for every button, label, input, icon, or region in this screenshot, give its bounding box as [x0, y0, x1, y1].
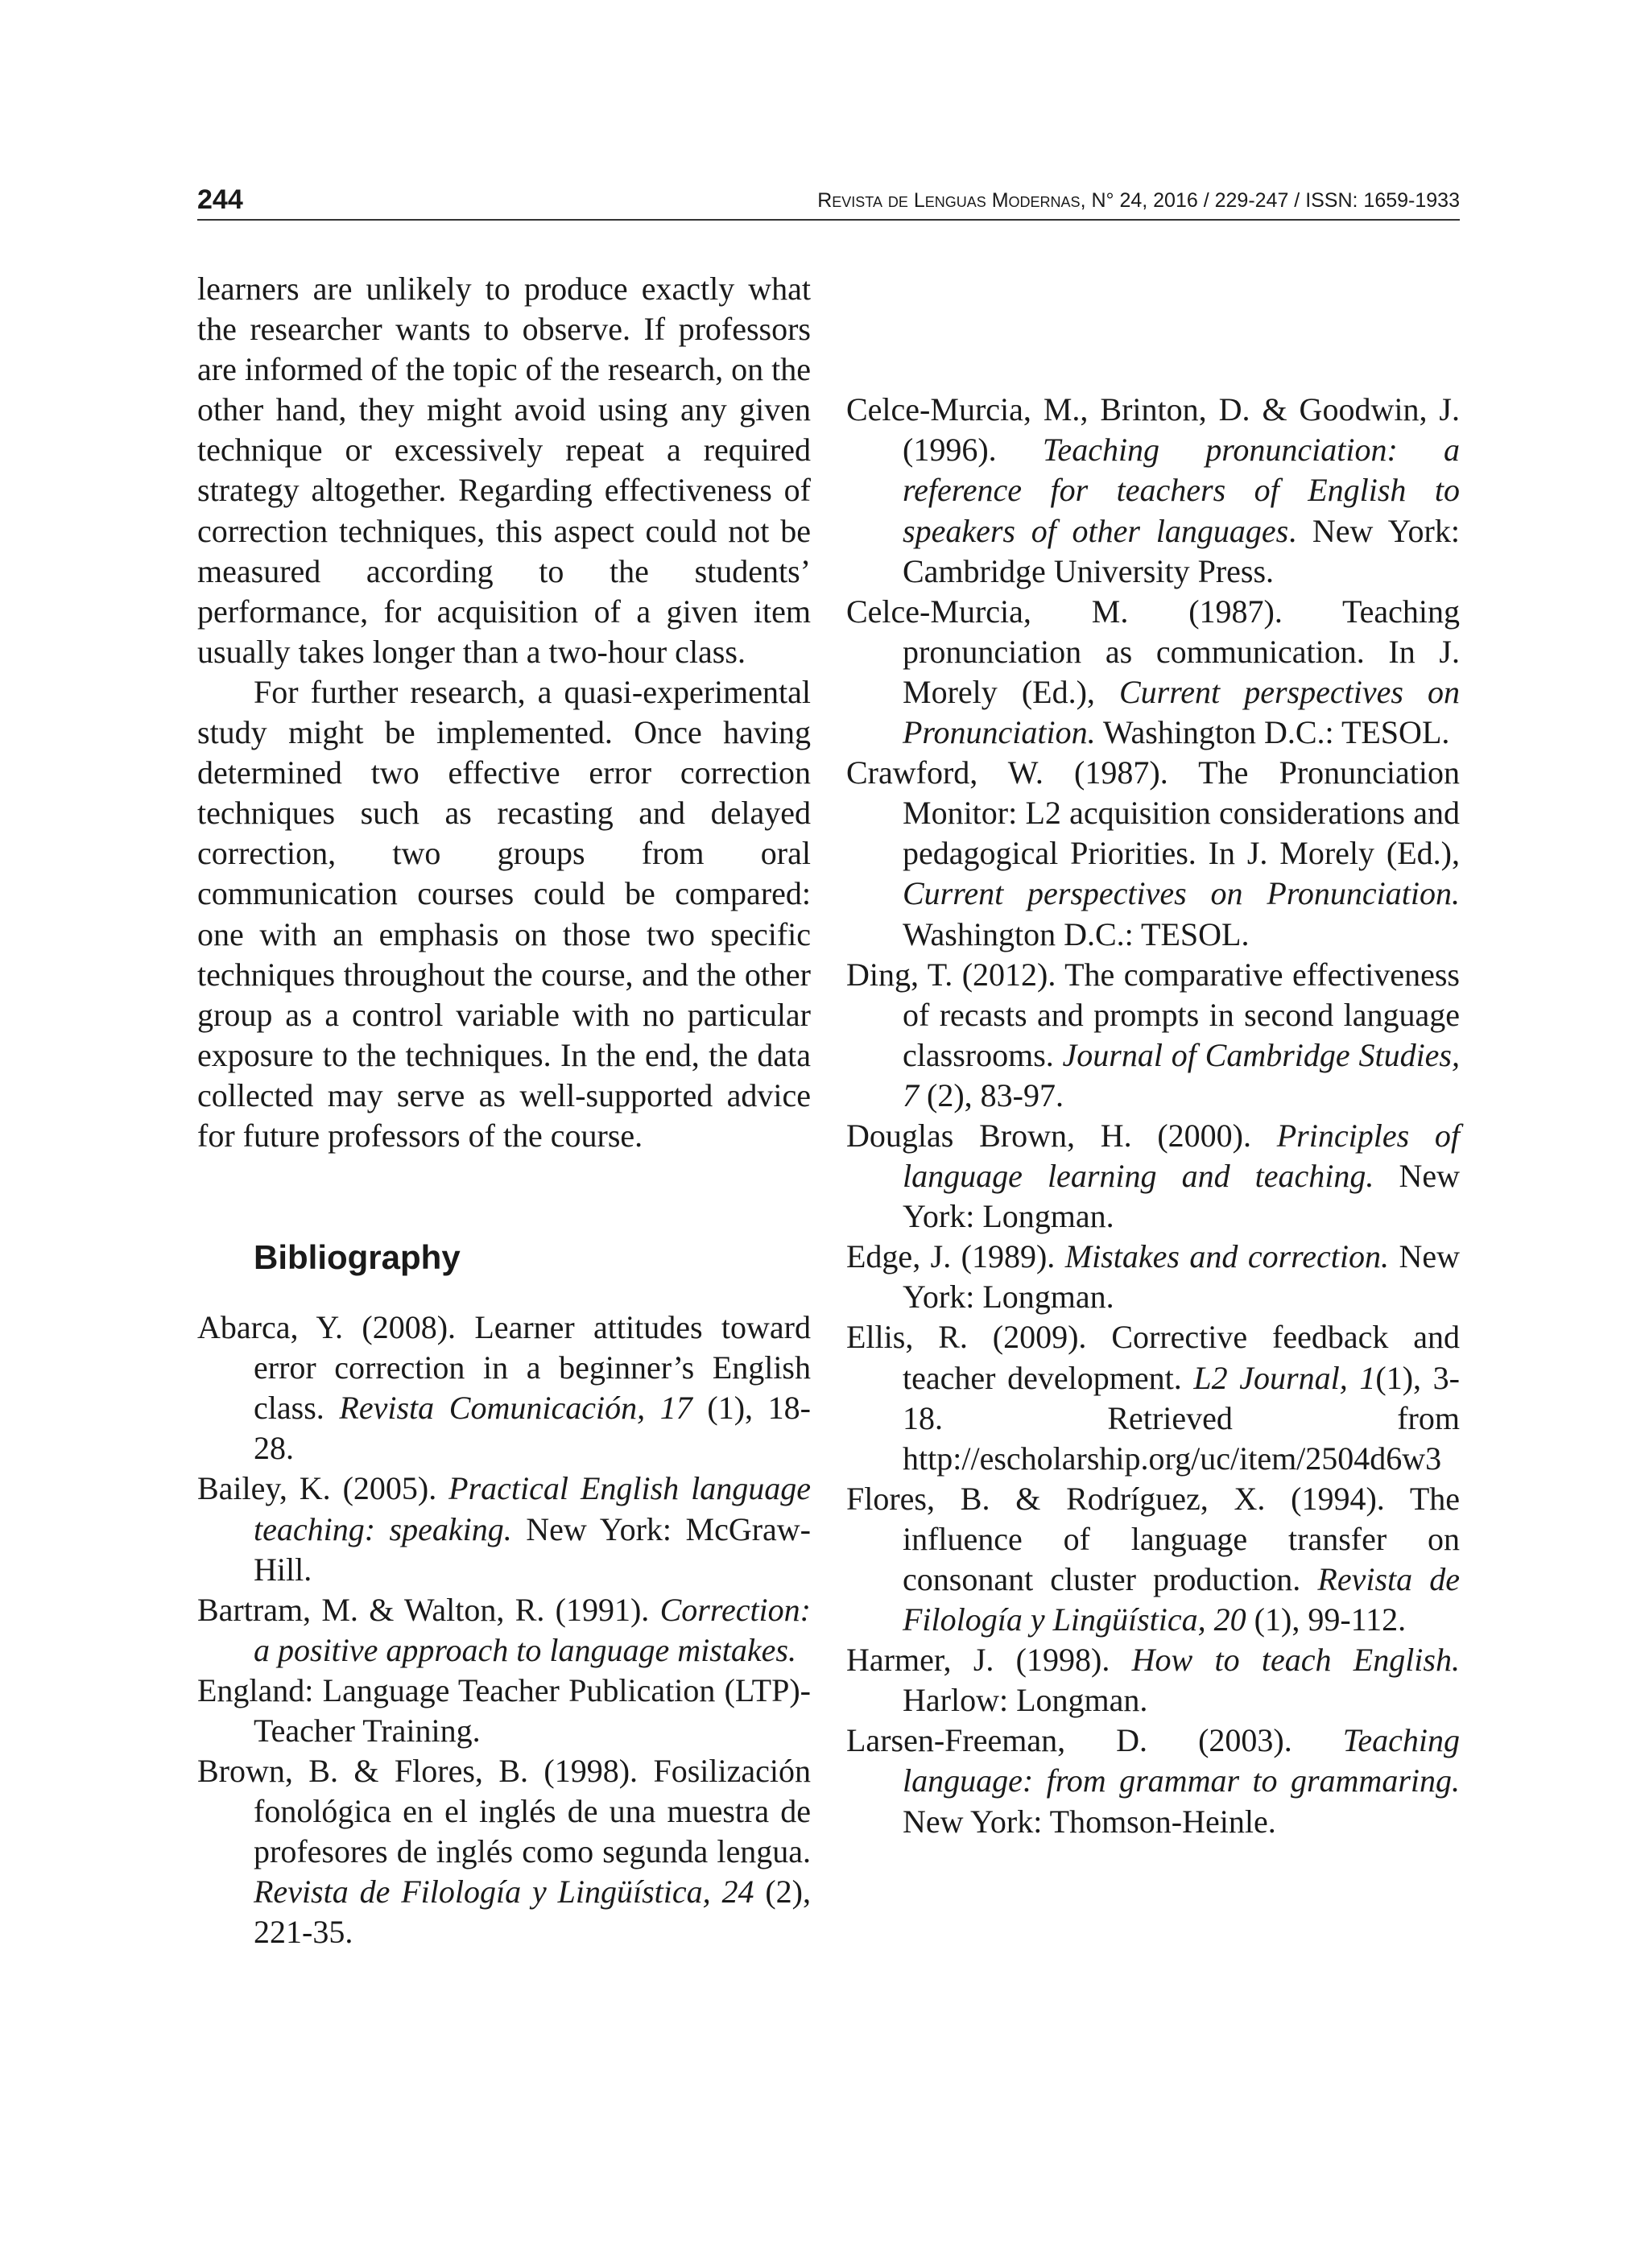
reference-entry: Crawford, W. (1987). The Pronunciation Monitor: L2 acquisition considerations and pedagogical Priorities. In J. Morely (Ed.), Current perspectives on Pronunciation. Washington D.C.: TESOL.: [846, 754, 1460, 952]
reference-entry: Brown, B. & Flores, B. (1998). Fosilización fonológica en el inglés de una muestra de profesores de inglés como segunda lengua. Revista de Filología y Lingüística, 24 (2), 221-35.: [197, 1753, 811, 1951]
journal-issue: , N° 24, 2016 / 229-247 / ISSN: 1659-1933: [1080, 189, 1460, 212]
reference-entry: Ellis, R. (2009). Corrective feedback and teacher development. L2 Journal, 1(1), 3-18. Retrieved from http://escholarship.org/uc/item/2504d6w3: [846, 1319, 1460, 1477]
journal-citation: [817, 187, 1460, 214]
reference-entry: Bailey, K. (2005). Practical English language teaching: speaking. New York: McGraw-Hill.: [197, 1470, 811, 1588]
reference-entry: England: Language Teacher Publication (LTP)-Teacher Training.: [197, 1671, 811, 1749]
journal-title: Revista de Lenguas Modernas: [817, 189, 1081, 212]
column-continuation-spacer: [846, 269, 1460, 309]
right-column: [846, 269, 1460, 1842]
reference-entry: Harmer, J. (1998). How to teach English. Harlow: Longman.: [846, 1642, 1460, 1719]
reference-entry: Douglas Brown, H. (2000). Principles of language learning and teaching. New York: Longman.: [846, 1117, 1461, 1235]
reference-entry: Celce-Murcia, M. (1987). Teaching pronunciation as communication. In J. Morely (Ed.), Current perspectives on Pronunciation. Washington D.C.: TESOL.: [846, 593, 1460, 751]
reference-entry: Flores, B. & Rodríguez, X. (1994). The influence of language transfer on consonant cluster production. Revista de Filología y Lingüística, 20 (1), 99-112.: [846, 1480, 1460, 1638]
running-header: [197, 182, 1460, 221]
bibliography-heading: Bibliography: [254, 1238, 461, 1277]
reference-entry: Bartram, M. & Walton, R. (1991). Correction: a positive approach to language mistakes.: [197, 1591, 811, 1668]
reference-entry: Celce-Murcia, M., Brinton, D. & Goodwin, J. (1996). Teaching pronunciation: a reference for teachers of English to speakers of other languages. New York: Cambridge University Press.: [846, 391, 1460, 589]
body-paragraph: For further research, a quasi-experimental study might be implemented. Once having determined two effective error correction techniques such as recasting and delayed correction, two groups from oral communication courses could be compared: one with an emphasis on those two specific techniques throughout the course, and the other group as a control variable with no particular exposure to the techniques. In the end, the data collected may serve as well-supported advice for future professors of the course.: [197, 673, 811, 1154]
reference-entry: Ding, T. (2012). The comparative effectiveness of recasts and prompts in second language classrooms. Journal of Cambridge Studies, 7 (2), 83-97.: [846, 956, 1460, 1113]
column-continuation-spacer: [846, 349, 1460, 390]
reference-entry: Larsen-Freeman, D. (2003). Teaching language: from grammar to grammaring. New York: Thomson-Heinle.: [846, 1722, 1460, 1840]
left-column: [197, 269, 811, 1953]
body-paragraph: learners are unlikely to produce exactly what the researcher wants to observe. If professors are informed of the topic of the research, on the other hand, they might avoid using any given technique or excessively repeat a required strategy altogether. Regarding effectiveness of correction techniques, this aspect could not be measured according to the students’ performance, for acquisition of a given item usually takes longer than a two-hour class.: [197, 271, 811, 670]
column-continuation-spacer: [846, 309, 1460, 349]
page-number: 244: [197, 184, 243, 215]
reference-entry: Edge, J. (1989). Mistakes and correction. New York: Longman.: [846, 1238, 1460, 1316]
reference-entry: Abarca, Y. (2008). Learner attitudes toward error correction in a beginner’s English class. Revista Comunicación, 17 (1), 18-28.: [197, 1309, 811, 1467]
